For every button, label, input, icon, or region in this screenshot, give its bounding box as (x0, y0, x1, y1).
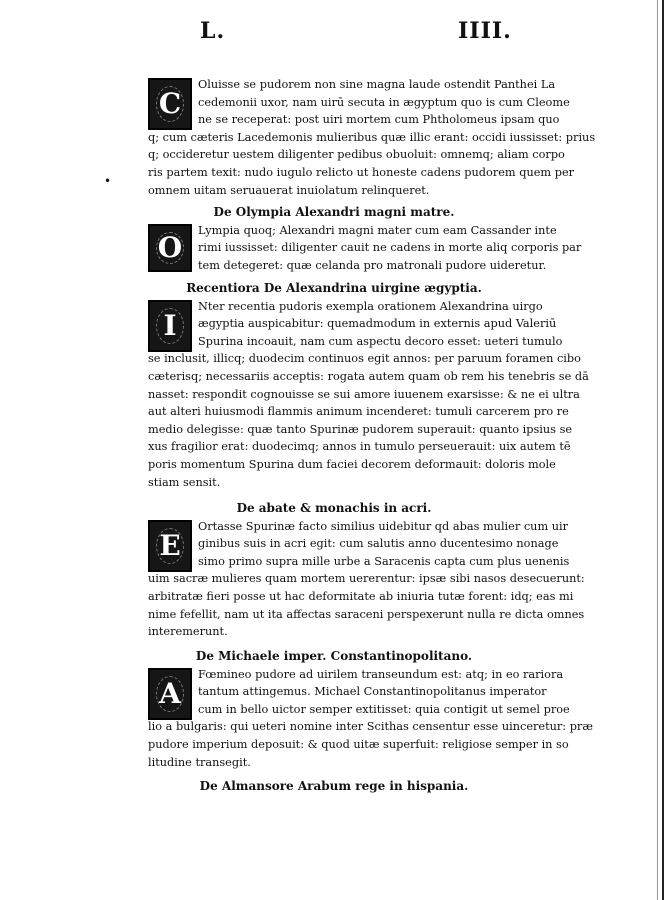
decorated-initial: I (148, 300, 192, 352)
decorated-initial: O (148, 224, 192, 272)
section-michael (148, 648, 593, 771)
text-line: cedemonii uxor, nam uirū secuta in ægyptum quo is cum Cleome (198, 95, 570, 109)
text-line: omnem uitam seruauerat inuiolatum relinqueret. (148, 183, 430, 197)
decorated-initial: C (148, 78, 192, 130)
running-header: L. (200, 18, 226, 44)
text-line: Lympia quoq; Alexandri magni mater cum eam Cassander inte (198, 223, 557, 237)
text-line: ne se receperat: post uiri mortem cum Phtholomeus ipsam quo (198, 113, 560, 127)
text-line: stiam sensit. (148, 475, 221, 489)
folio-number: IIII. (458, 18, 512, 44)
section-heading: Recentiora De Alexandrina uirgine ægyptia. (186, 281, 482, 295)
text-line: Ortasse Spurinæ facto similius uidebitur qd abas mulier cum uir (198, 519, 569, 533)
section-almansor (148, 778, 520, 796)
text-line: ginibus suis in acri egit: cum salutis anno ducentesimo nonage (198, 537, 559, 551)
decorated-initial: E (148, 520, 192, 572)
text-line: ris partem texit: nudo iugulo relicto ut honeste cadens pudorem quem per (148, 165, 575, 179)
text-line: interemerunt. (148, 625, 228, 639)
text-line: ægyptia auspicabitur: quemadmodum in externis apud Valeriū (198, 317, 557, 331)
text-line: uim sacræ mulieres quam mortem uererentur: ipsæ sibi nasos desecuerunt: (148, 572, 585, 586)
section-alexandrina (148, 280, 589, 491)
page-spine-shadow (657, 0, 658, 900)
margin-bullet-icon: • (104, 174, 112, 188)
text-line: Nter recentia pudoris exempla orationem Alexandrina uirgo (198, 299, 543, 313)
text-line: pudore imperium deposuit: & quod uitæ superfuit: religiose semper in so (148, 737, 569, 751)
text-line: Fœmineo pudore ad uirilem transeundum est: atq; in eo rariora (198, 667, 564, 681)
section-panthea (148, 76, 596, 199)
text-line: nasset: respondit cognouisse se sui amore iuuenem exarsisse: & ne ei ultra (148, 387, 580, 401)
text-line: q; cum cæteris Lacedemonis mulieribus quæ illic erant: occidi iussisset: prius (148, 130, 596, 144)
text-line: rimi iussisset: diligenter cauit ne cadens in morte aliq corporis par (198, 241, 582, 255)
text-line: medio delegisse: quæ tanto Spurinæ pudorem superauit: quanto ipsius se (148, 422, 573, 436)
text-line: tantum attingemus. Michael Constantinopolitanus imperator (198, 685, 547, 699)
text-line: aut alteri huiusmodi flammis animum incenderet: tumuli carcerem pro re (148, 405, 569, 419)
section-abbess-acre (148, 500, 585, 641)
text-line: tem detegeret: quæ celanda pro matronali pudore uideretur. (198, 258, 547, 272)
text-line: poris momentum Spurina dum faciei decorem deformauit: doloris mole (148, 457, 556, 471)
section-heading: De Almansore Arabum rege in hispania. (199, 779, 469, 793)
section-heading: De abate & monachis in acri. (236, 501, 432, 515)
text-line: cæterisq; necessariis acceptis: rogata autem quam ob rem his tenebris se dā (148, 369, 589, 383)
text-line: nime fefellit, nam ut ita affectas saraceni perspexerunt nulla re dicta omnes (148, 607, 585, 621)
section-heading: De Michaele imper. Constantinopolitano. (195, 649, 473, 663)
text-line: xus fragilior erat: duodecimq; annos in tumulo perseuerauit: uix autem tē (148, 440, 571, 454)
text-line: q; occideretur uestem diligenter pedibus obuoluit: omnemq; aliam corpo (148, 148, 565, 162)
text-line: cum in bello uictor semper extitisset: quia contigit ut semel proe (198, 702, 570, 716)
text-line: Oluisse se pudorem non sine magna laude ostendit Panthei La (198, 78, 556, 91)
text-line: arbitratæ fieri posse ut hac deformitate ab iniuria tutæ forent: idq; eas mi (148, 589, 574, 603)
section-olympia (148, 204, 582, 274)
section-heading: De Olympia Alexandri magni matre. (213, 205, 455, 219)
text-line: litudine transegit. (148, 755, 251, 769)
text-line: se inclusit, illicq; duodecim continuos egit annos: per paruum foramen cibo (148, 352, 581, 366)
text-line: lio a bulgaris: qui ueteri nomine inter Scithas censentur esse uinceretur: præ (148, 720, 593, 734)
text-line: simo primo supra mille urbe a Saracenis capta cum plus uenenis (198, 554, 570, 568)
decorated-initial: A (148, 668, 192, 720)
text-line: Spurina incoauit, nam cum aspectu decoro esset: ueteri tumulo (198, 334, 563, 348)
page-spine-edge (662, 0, 664, 900)
